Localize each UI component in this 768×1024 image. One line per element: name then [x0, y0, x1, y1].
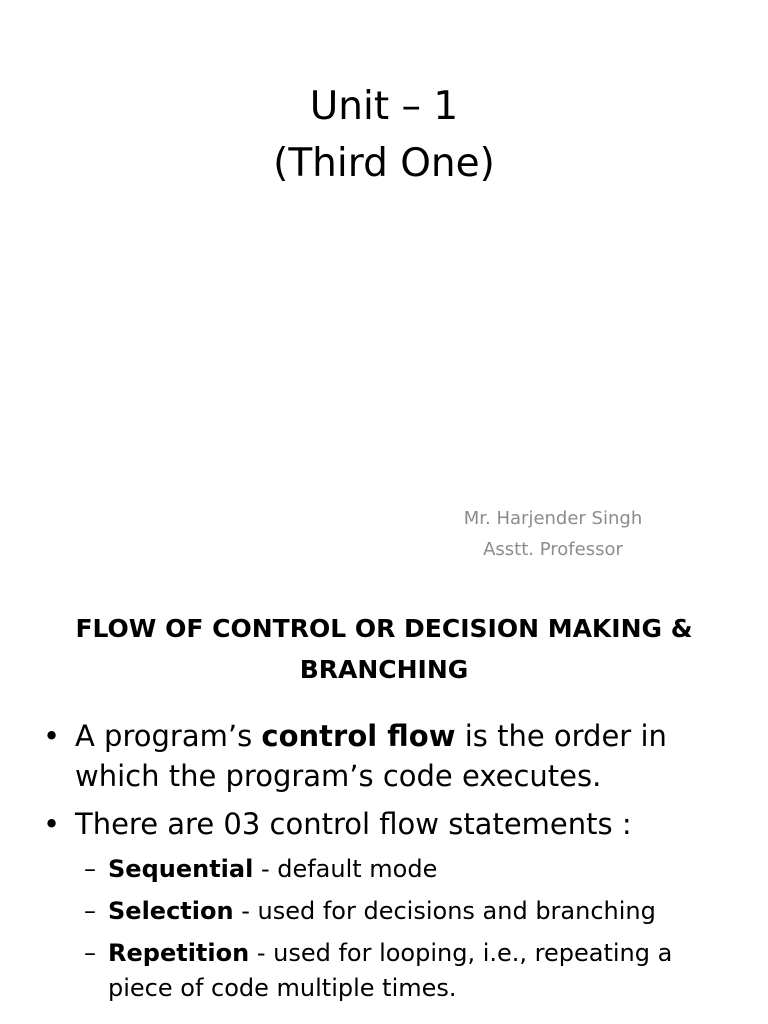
author-name: Mr. Harjender Singh: [463, 508, 643, 529]
bullet-text-start: A program’s: [75, 719, 262, 753]
sub-bullet-item: [84, 936, 708, 1006]
sub-bullet-text: - used for decisions and branching: [233, 897, 656, 925]
sub-bullet-marker: –: [84, 897, 96, 925]
slide-title: [0, 78, 768, 192]
sub-bullet-item: [84, 852, 708, 887]
bullet-list: [0, 716, 768, 1013]
bullet-marker: •: [43, 719, 61, 753]
author-designation: Asstt. Professor: [483, 539, 623, 560]
bullet-item: [43, 716, 738, 796]
bullet-text-end: is the order in which the program’s code executes.: [75, 719, 667, 793]
content-slide: [0, 576, 768, 1024]
sub-bullet-text: - default mode: [253, 855, 438, 883]
bullet-item: [43, 804, 738, 844]
bullet-marker: •: [43, 807, 61, 841]
slide-heading: FLOW OF CONTROL OR DECISION MAKING & BRANCHING: [75, 614, 693, 684]
sub-bullet-term: Repetition: [108, 939, 250, 967]
title-line-2: (Third One): [273, 141, 495, 187]
sub-bullet-term: Sequential: [108, 855, 254, 883]
sub-bullet-marker: –: [84, 939, 96, 967]
sub-bullet-text: - used for looping, i.e., repeating a piece of code multiple times.: [108, 939, 673, 1002]
sub-bullet-term: Selection: [108, 897, 234, 925]
sub-bullet-item: [84, 894, 708, 929]
bullet-bold-term: control flow: [261, 719, 456, 753]
author-block: [448, 503, 658, 565]
title-line-1: Unit – 1: [309, 84, 459, 130]
sub-bullet-marker: –: [84, 855, 96, 883]
bullet-text: There are 03 control flow statements :: [75, 807, 632, 841]
